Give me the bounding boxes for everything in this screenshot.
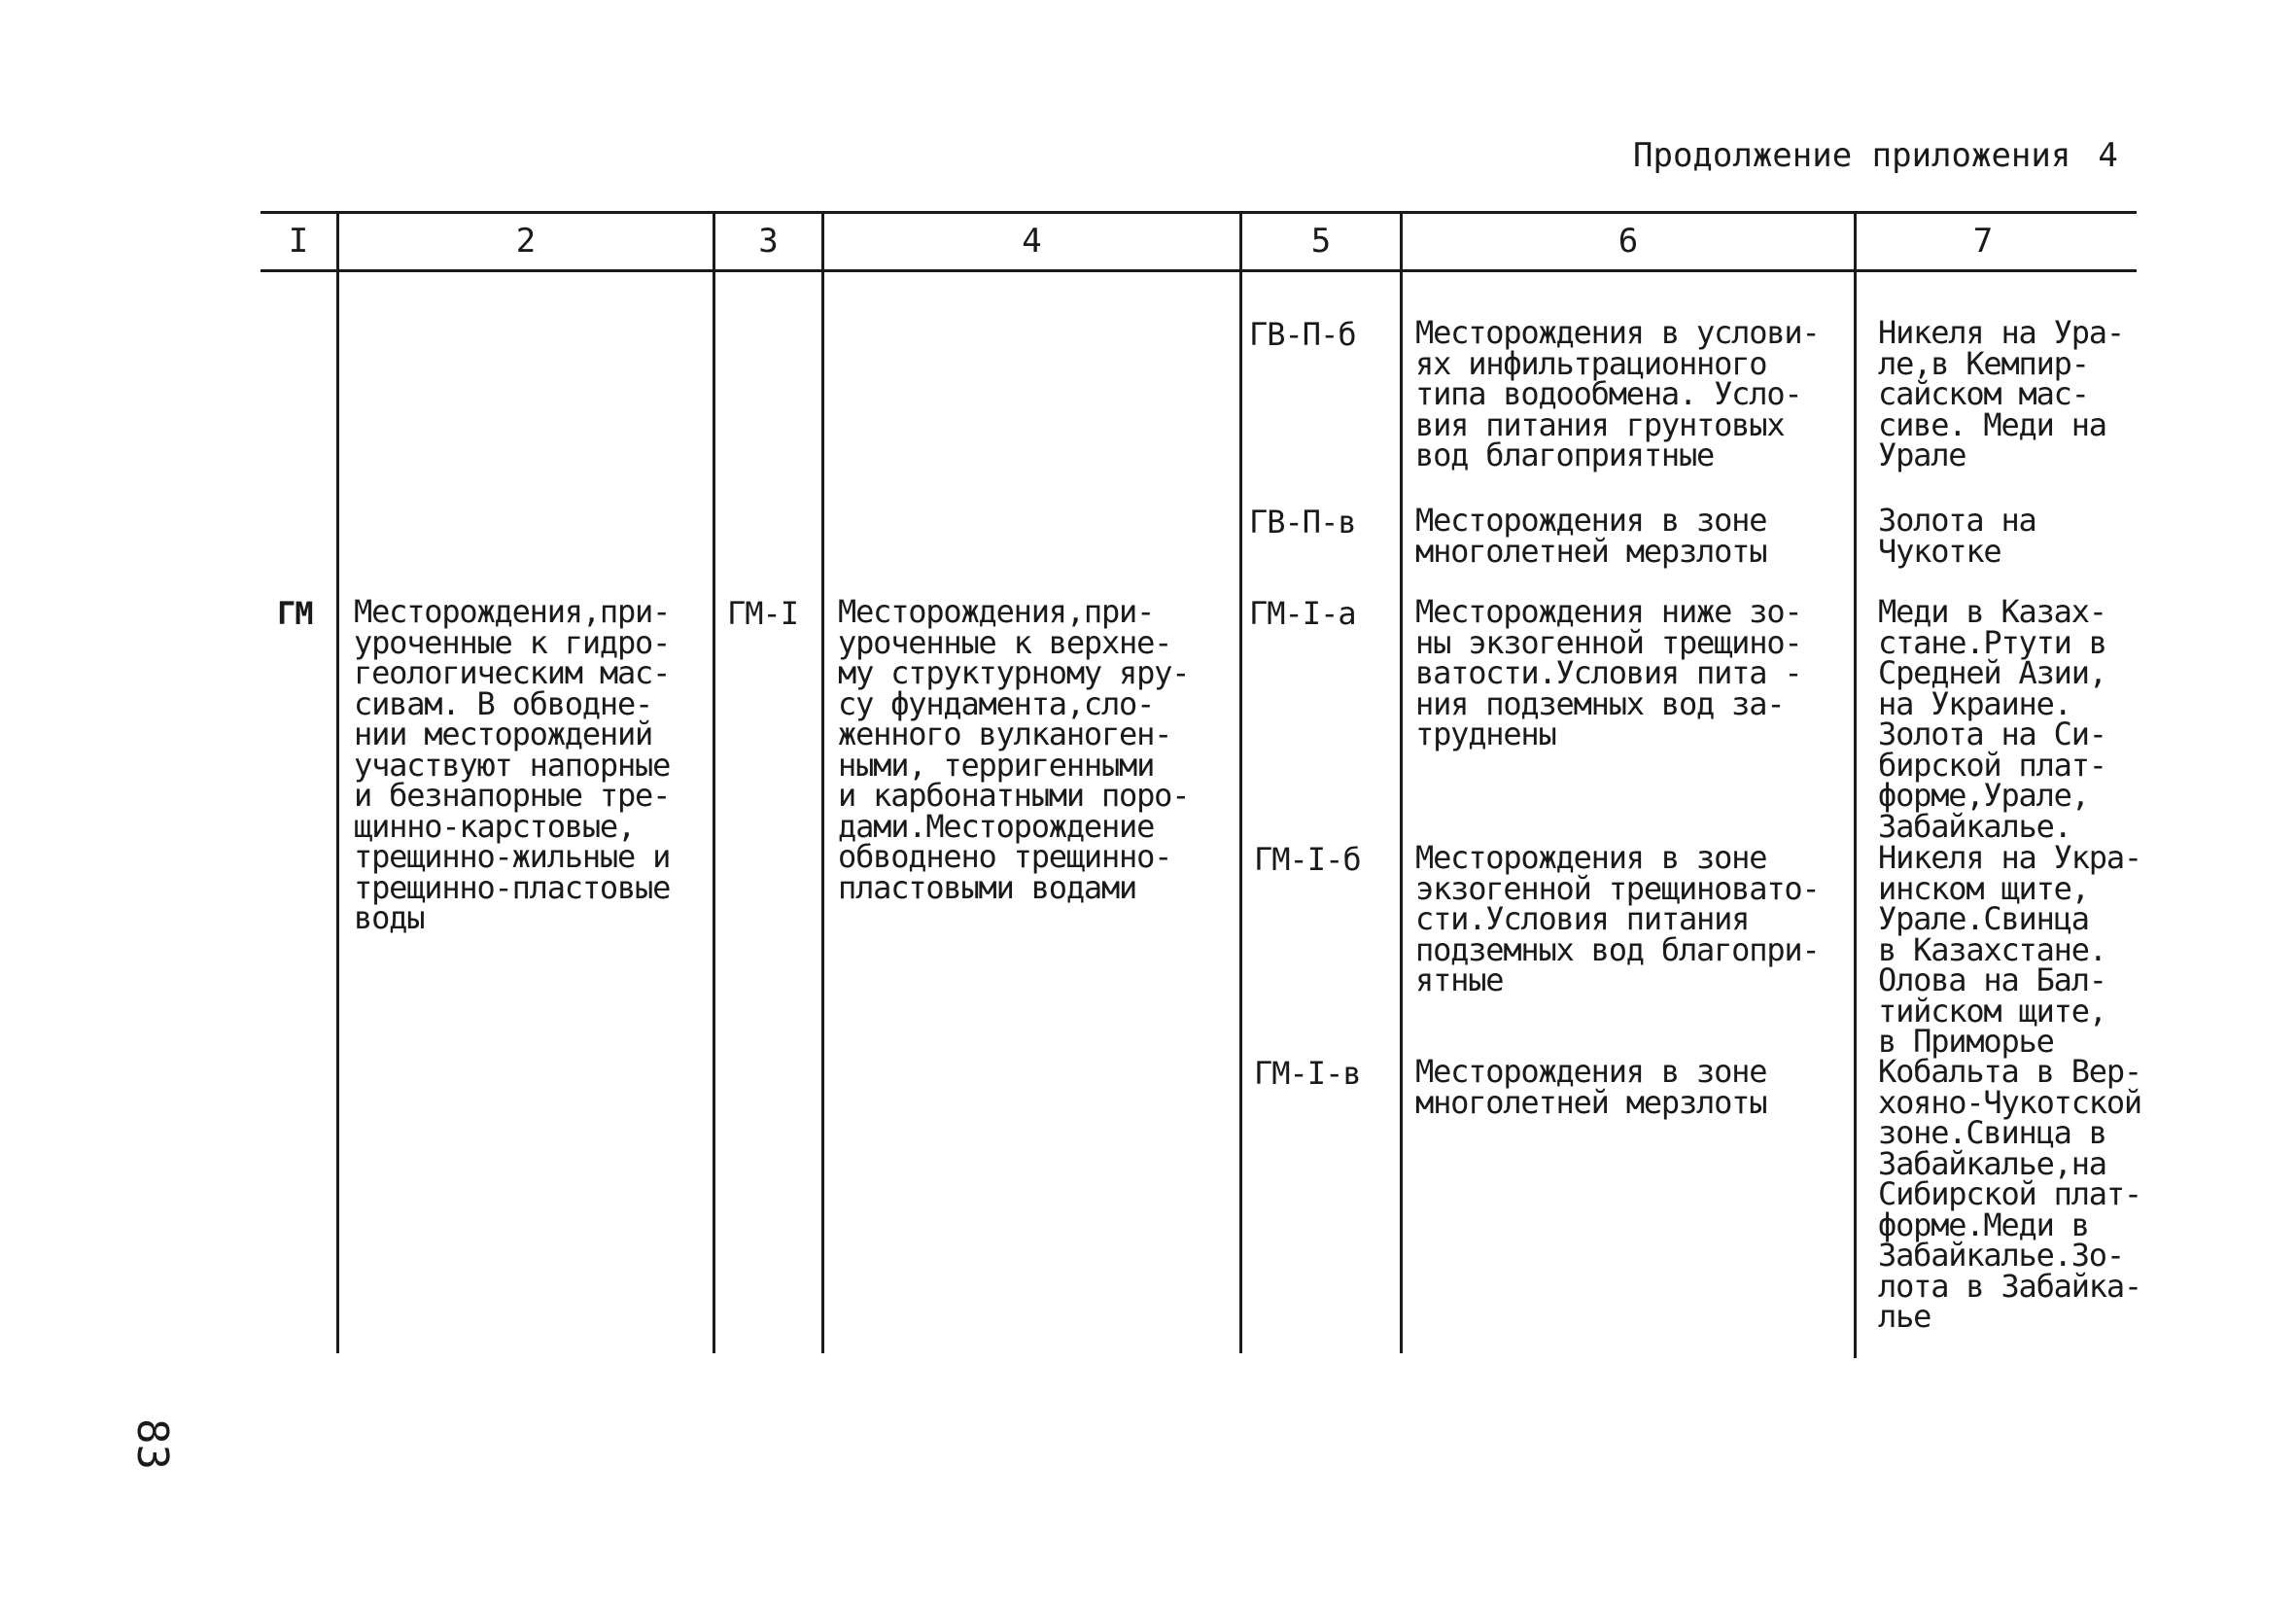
column-divider: [1854, 211, 1857, 1358]
row-code: ГМ-I-б: [1254, 841, 1361, 878]
row-conditions: Месторождения в услови- ях инфильтрационного типа водообмена. Усло- вия питания грунтовых вод благоприятные: [1415, 314, 1820, 473]
row-examples: Золота на Чукотке: [1878, 502, 2036, 570]
column-number: 3: [758, 222, 779, 261]
row-code: ГВ-П-в: [1249, 504, 1356, 541]
group-description: Месторождения,при- уроченные к гидро- геологическим мас- сивам. В обводне- нии месторождений участвуют напорные и безнапорные тре- щинно-карстовые, трещинно-жильные и трещинно-пластовые воды: [354, 593, 671, 936]
row-conditions: Месторождения в зоне многолетней мерзлоты: [1415, 502, 1767, 570]
column-divider: [1400, 211, 1403, 1353]
row-examples: Кобальта в Вер- хояно-Чукотской зоне.Свинца в Забайкалье,на Сибирской плат- форме.Меди в Забайкалье.Зо- лота в Забайка- лье: [1878, 1053, 2141, 1335]
row-code: ГМ-I-а: [1249, 595, 1356, 632]
row-conditions: Месторождения в зоне экзогенной трещиновато- сти.Условия питания подземных вод благопри- ятные: [1415, 839, 1820, 998]
header-number: 4: [2098, 136, 2118, 175]
row-conditions: Месторождения в зоне многолетней мерзлоты: [1415, 1053, 1767, 1121]
subgroup-description: Месторождения,при- уроченные к верхне- му структурному яру- су фундамента,сло- женного вулканоген- ными, терригенными и карбонатными поро- дами.Месторождение обводнено трещинно- пластовыми водами: [838, 593, 1190, 906]
column-divider: [713, 211, 715, 1353]
column-divider: [1239, 211, 1242, 1353]
row-conditions: Месторождения ниже зо- ны экзогенной трещино- ватости.Условия пита - ния подземных вод за- труднены: [1415, 593, 1802, 752]
header-title: Продолжение приложения: [1633, 136, 2071, 175]
column-number: 6: [1618, 222, 1639, 261]
column-divider: [821, 211, 824, 1353]
subgroup-code: ГМ-I: [727, 595, 799, 632]
column-divider: [336, 211, 339, 1353]
column-number: 5: [1310, 222, 1332, 261]
page-header: [1633, 136, 2118, 175]
column-number: 2: [515, 222, 537, 261]
column-number: I: [288, 222, 309, 261]
column-number: 7: [1972, 222, 1994, 261]
row-examples: Никеля на Ура- ле,в Кемпир- сайском мас- сиве. Меди на Урале: [1878, 314, 2124, 473]
row-examples: Меди в Казах- стане.Ртути в Средней Азии, на Украине. Золота на Си- бирской плат- форме,Урале, Забайкалье.: [1878, 593, 2106, 845]
row-code: ГВ-П-б: [1249, 316, 1356, 353]
row-code: ГМ-I-в: [1254, 1055, 1361, 1092]
row-examples: Никеля на Укра- инском щите, Урале.Свинца в Казахстане. Олова на Бал- тийском щите, в Приморье: [1878, 839, 2141, 1060]
group-code: ГМ: [277, 595, 313, 632]
column-number: 4: [1022, 222, 1042, 261]
page-number: 83: [126, 1418, 177, 1470]
